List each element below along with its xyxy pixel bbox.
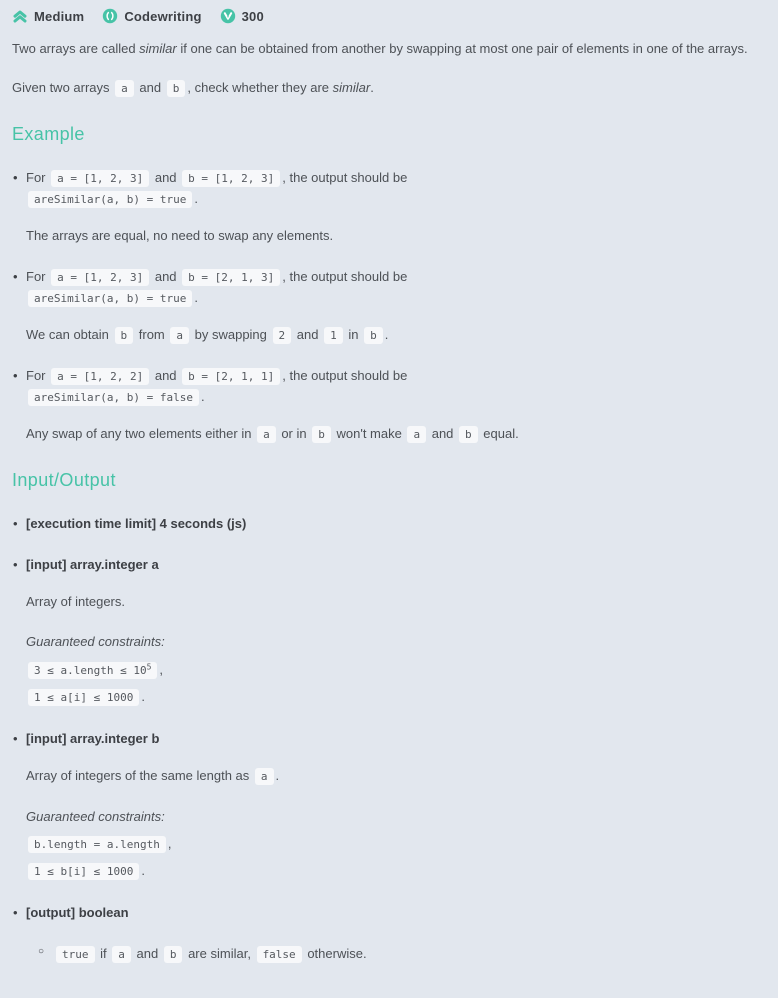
- code-chip: 1 ≤ b[i] ≤ 1000: [28, 863, 139, 880]
- io-item-input-a: [12, 554, 766, 708]
- example-heading: Example: [12, 123, 85, 144]
- text-run: or in: [281, 425, 307, 441]
- code-chip: b: [115, 327, 134, 344]
- text-run: are similar,: [188, 945, 251, 961]
- text-run: 3 ≤ a.length ≤ 10: [34, 663, 147, 677]
- constraint-a-range: [26, 686, 766, 708]
- text-run: .: [194, 190, 198, 206]
- input-output-heading: Input/Output: [12, 469, 116, 490]
- text-run: .: [275, 767, 280, 783]
- code-chip: a: [255, 768, 274, 785]
- superscript: 5: [146, 661, 152, 671]
- text-run: won't make: [336, 425, 402, 441]
- code-chip: a = [1, 2, 2]: [51, 368, 149, 385]
- text-run: Guaranteed constraints:: [26, 808, 165, 824]
- example-item-2: [12, 266, 766, 345]
- example-3-note: [26, 425, 766, 444]
- code-chip: areSimilar(a, b) = false: [28, 389, 199, 406]
- output-description: [38, 943, 766, 964]
- text-run: and: [431, 425, 454, 441]
- text-run: and: [139, 79, 162, 95]
- text-run: in: [348, 326, 359, 342]
- output-sub-list: [38, 943, 766, 964]
- code-chip: areSimilar(a, b) = true: [28, 191, 192, 208]
- text-run: For: [26, 367, 46, 383]
- code-chip: a = [1, 2, 3]: [51, 269, 149, 286]
- text-run: .: [194, 289, 198, 305]
- code-chip: b.length = a.length: [28, 836, 166, 853]
- example-item-1: [12, 167, 766, 246]
- code-chip-b: b: [167, 80, 186, 97]
- code-chip: areSimilar(a, b) = true: [28, 290, 192, 307]
- code-chip: false: [257, 946, 302, 963]
- task-type-badge: [102, 8, 201, 24]
- code-chip: a = [1, 2, 3]: [51, 170, 149, 187]
- example-2-note: [26, 326, 766, 345]
- text-run: .: [141, 862, 145, 878]
- text-run: , the output should be: [282, 268, 408, 284]
- code-chip: true: [56, 946, 95, 963]
- code-chip: 1 ≤ a[i] ≤ 1000: [28, 689, 139, 706]
- reward-label: 300: [241, 8, 264, 24]
- intro-paragraph-definition: [12, 40, 766, 59]
- text-run: and: [154, 169, 177, 185]
- coin-icon: [220, 8, 236, 24]
- text-run: .: [200, 388, 205, 404]
- constraint-a-length: [26, 659, 766, 681]
- output-label: [output] boolean: [26, 904, 129, 920]
- constraint-b-range: [26, 860, 766, 882]
- example-1-note: The arrays are equal, no need to swap any elements.: [26, 227, 334, 243]
- code-chip-a: a: [115, 80, 134, 97]
- code-chip: a: [257, 426, 276, 443]
- code-chip: b = [1, 2, 3]: [182, 170, 280, 187]
- input-b-description: [26, 767, 766, 786]
- constraint-b-length: [26, 833, 766, 855]
- example-3-statement: [26, 365, 766, 407]
- io-item-output: [12, 902, 766, 964]
- text-run: Given two arrays: [12, 79, 110, 95]
- text-run: and: [136, 945, 159, 961]
- code-chip: a: [112, 946, 131, 963]
- text-run: .: [384, 326, 389, 342]
- execution-time-limit-label: [execution time limit] 4 seconds (js): [26, 515, 247, 531]
- code-chip: b: [364, 327, 383, 344]
- text-run: Any swap of any two elements either in: [26, 425, 252, 441]
- guaranteed-constraints-label: [26, 631, 766, 653]
- text-run: Array of integers of the same length as: [26, 767, 250, 783]
- text-run: .: [370, 79, 374, 95]
- input-b-label: [input] array.integer b: [26, 730, 160, 746]
- code-chip: a: [407, 426, 426, 443]
- text-run: if: [100, 945, 107, 961]
- code-chip: b = [2, 1, 3]: [182, 269, 280, 286]
- text-run: For: [26, 268, 46, 284]
- code-chip: b: [312, 426, 331, 443]
- text-run: if one can be obtained from another by swapping at most one pair of elements in one of the arrays.: [176, 41, 748, 56]
- emphasis-similar: similar: [139, 41, 177, 56]
- text-run: otherwise.: [307, 945, 367, 961]
- code-chip: 2: [273, 327, 292, 344]
- difficulty-label: Medium: [34, 8, 85, 24]
- text-run: by swapping: [194, 326, 267, 342]
- code-chip: b: [164, 946, 183, 963]
- text-run: Two arrays are called: [12, 41, 140, 56]
- text-run: equal.: [483, 425, 519, 441]
- text-run: ,: [159, 661, 164, 677]
- code-chip: b = [2, 1, 1]: [182, 368, 280, 385]
- code-chip: b: [459, 426, 478, 443]
- text-run: ,: [167, 835, 172, 851]
- io-item-input-b: [12, 728, 766, 882]
- input-b-constraints: [26, 806, 766, 882]
- text-run: For: [26, 169, 46, 185]
- example-item-3: [12, 365, 766, 444]
- text-run: We can obtain: [26, 326, 109, 342]
- input-a-constraints: [26, 631, 766, 707]
- input-a-label: [input] array.integer a: [26, 556, 159, 572]
- reward-badge: [220, 8, 264, 24]
- code-chip: 1: [324, 327, 343, 344]
- io-item-execution-limit: [12, 513, 766, 534]
- example-1-statement: [26, 167, 766, 209]
- text-run: , the output should be: [282, 367, 408, 383]
- text-run: and: [154, 367, 177, 383]
- text-run: , the output should be: [282, 169, 408, 185]
- text-run: .: [141, 688, 145, 704]
- example-list: [12, 167, 766, 444]
- text-run: and: [296, 326, 319, 342]
- io-list: [12, 513, 766, 964]
- text-run: and: [154, 268, 177, 284]
- example-2-statement: [26, 266, 766, 308]
- text-run: from: [138, 326, 165, 342]
- code-chip: a: [170, 327, 189, 344]
- code-chip: [28, 662, 157, 679]
- guaranteed-constraints-label: [26, 806, 766, 828]
- input-a-description: Array of integers.: [26, 593, 125, 609]
- task-meta-bar: [12, 8, 766, 24]
- difficulty-badge: [12, 8, 84, 24]
- emphasis-similar: similar: [332, 79, 371, 95]
- difficulty-double-chevron-up-icon: [12, 8, 28, 24]
- text-run: , check whether they are: [187, 79, 333, 95]
- codewriting-parentheses-icon: [102, 8, 118, 24]
- text-run: Guaranteed constraints:: [26, 634, 165, 650]
- intro-paragraph-task: [12, 79, 766, 98]
- task-type-label: Codewriting: [124, 8, 202, 24]
